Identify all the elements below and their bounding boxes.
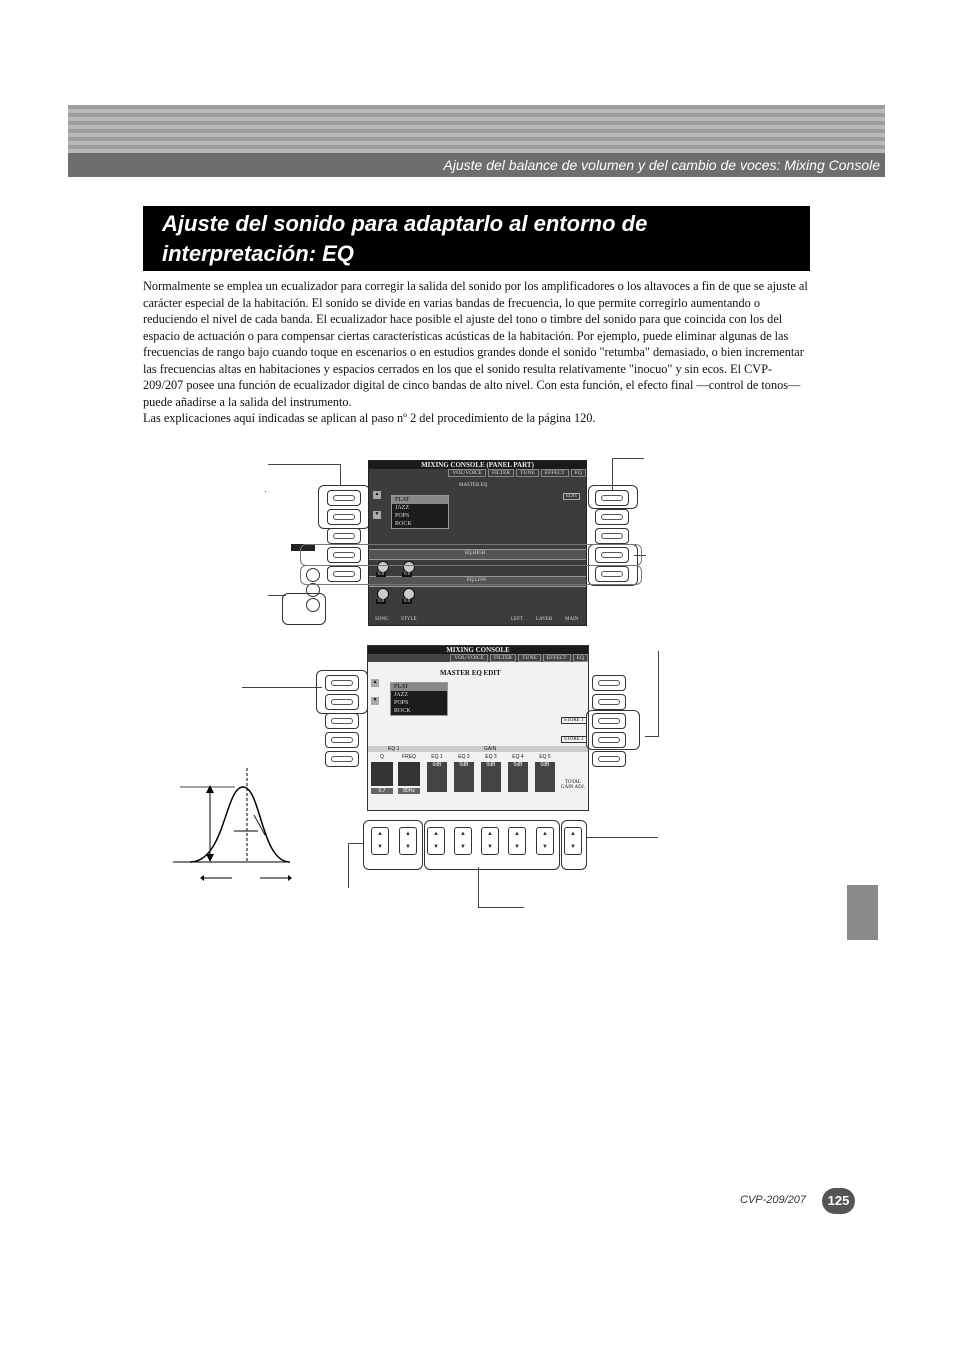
channel-layer: LAYER — [536, 617, 553, 622]
eq-curve-illustration — [170, 765, 295, 885]
screen-button-d2[interactable] — [325, 732, 359, 748]
screen-button-j2[interactable] — [592, 751, 626, 767]
freq-knob-icon[interactable] — [398, 762, 420, 786]
preset-flat-2[interactable]: FLAT — [391, 683, 447, 691]
preset-flat[interactable]: FLAT — [392, 496, 448, 504]
style-low-value: 0.0 — [404, 599, 411, 604]
tab-tune-2[interactable]: TUNE — [518, 654, 541, 662]
eq-band-header — [368, 746, 588, 752]
eq3-updown-button[interactable]: ▲ ▼ — [481, 827, 499, 855]
total-updown-button[interactable]: ▲ ▼ — [564, 827, 582, 855]
screen-button-c2[interactable] — [325, 713, 359, 729]
style-high-value: 0.0 — [404, 572, 411, 577]
freq-left-arrow-icon — [200, 875, 204, 881]
col-eq4-label: EQ 4 — [512, 754, 524, 760]
tab-filter-2[interactable]: FILTER — [490, 654, 516, 662]
section-title-line1: Ajuste del sonido para adaptarlo al entorno de — [162, 211, 648, 236]
model-name: CVP-209/207 — [740, 1194, 807, 1206]
screen-button-e2[interactable] — [325, 751, 359, 767]
callout-line — [265, 491, 266, 492]
lcd-screen-1 — [368, 460, 587, 626]
preset-list — [391, 495, 449, 529]
tab-effect-2[interactable]: EFFECT — [543, 654, 571, 662]
callout-line — [348, 843, 364, 844]
channel-style: STYLE — [401, 617, 417, 622]
freq-updown-button[interactable]: ▲ ▼ — [399, 827, 417, 855]
q-updown-button[interactable]: ▲ ▼ — [371, 827, 389, 855]
body-paragraph-2: Las explicaciones aquí indicadas se aplican al paso nº 2 del procedimiento de la página 120. — [143, 411, 596, 425]
eq5-slider[interactable]: 0dB — [535, 762, 555, 792]
screen2-title: MIXING CONSOLE — [368, 646, 588, 654]
down-arrow-icon[interactable]: ▼ — [372, 697, 378, 703]
callout-line — [268, 464, 340, 465]
chapter-tab — [847, 885, 878, 940]
column-eq1 — [426, 754, 448, 804]
column-eq5 — [534, 754, 556, 804]
eq1-updown-button[interactable]: ▲ ▼ — [427, 827, 445, 855]
eq5-updown-button[interactable]: ▲ ▼ — [536, 827, 554, 855]
screen-button-a2[interactable] — [325, 675, 359, 691]
screen1-tabs — [369, 469, 586, 477]
store2-button[interactable]: STORE 2 — [561, 736, 587, 743]
column-q — [371, 754, 393, 804]
page-number: 125 — [822, 1188, 855, 1214]
screen1-title: MIXING CONSOLE (PANEL PART) — [369, 461, 586, 469]
up-arrow-icon[interactable]: ▲ — [374, 491, 380, 497]
master-eq-label: MASTER EQ — [459, 483, 488, 488]
callout-line — [348, 843, 349, 888]
channel-main: MAIN — [565, 617, 579, 622]
preset-jazz-2[interactable]: JAZZ — [394, 692, 408, 698]
screen-button-j[interactable] — [595, 566, 629, 582]
col-eq3-label: EQ 3 — [485, 754, 497, 760]
callout-line — [612, 458, 644, 459]
eq2-updown-button[interactable]: ▲ ▼ — [454, 827, 472, 855]
master-eq-edit-heading: MASTER EQ EDIT — [440, 669, 501, 677]
callout-line — [586, 837, 658, 838]
screen-button-b2[interactable] — [325, 694, 359, 710]
eq-high-label: EQ HIGH — [465, 551, 486, 556]
column-freq — [398, 754, 420, 804]
screen-button-f2[interactable] — [592, 675, 626, 691]
screen-button-a[interactable] — [327, 490, 361, 506]
preset-pops-2[interactable]: POPS — [394, 700, 409, 706]
screen-button-b[interactable] — [327, 509, 361, 525]
callout-line — [478, 867, 479, 907]
eq-low-label: EQ LOW — [467, 578, 487, 583]
screen-button-f[interactable] — [595, 490, 629, 506]
eq1-slider[interactable]: 0dB — [427, 762, 447, 792]
callout-line — [645, 736, 659, 737]
channel-left: LEFT — [511, 617, 523, 622]
header-band — [68, 105, 885, 153]
screen-button-i[interactable] — [595, 547, 629, 563]
screen-button-h[interactable] — [595, 528, 629, 544]
lcd-screen-2 — [367, 645, 589, 811]
screen2-tabs — [368, 654, 588, 662]
total-gain-label: TOTAL GAIN ADJ. — [561, 780, 585, 790]
tab-tune[interactable]: TUNE — [516, 469, 539, 477]
tab-filter[interactable]: FILTER — [488, 469, 514, 477]
store1-button[interactable]: STORE 1 — [561, 717, 587, 724]
tab-vol-voice-2[interactable]: VOL/VOICE — [450, 654, 488, 662]
eq4-updown-button[interactable]: ▲ ▼ — [508, 827, 526, 855]
eq4-slider[interactable]: 0dB — [508, 762, 528, 792]
tab-vol-voice[interactable]: VOL/VOICE — [448, 469, 486, 477]
col-eq1-label: EQ 1 — [431, 754, 443, 760]
freq-value: 80Hz — [398, 788, 420, 794]
row-highlight-high — [300, 544, 642, 566]
q-knob-icon[interactable] — [371, 762, 393, 786]
tab-eq-2[interactable]: EQ — [573, 654, 588, 662]
channel-song: SONG — [375, 617, 389, 622]
down-arrow-icon[interactable]: ▼ — [374, 511, 380, 517]
preset-pops[interactable]: POPS — [395, 513, 410, 519]
edit-button[interactable]: EDIT — [563, 493, 580, 500]
eq3-slider[interactable]: 0dB — [481, 762, 501, 792]
callout-line — [658, 651, 659, 736]
col-eq2-label: EQ 2 — [458, 754, 470, 760]
preset-rock[interactable]: ROCK — [395, 521, 412, 527]
preset-jazz[interactable]: JAZZ — [395, 505, 409, 511]
section-title — [162, 209, 802, 269]
eq1-label: EQ 1 — [388, 746, 400, 752]
body-text — [143, 278, 811, 427]
header-subtitle: Ajuste del balance de volumen y del cambio de voces: Mixing Console — [443, 157, 880, 173]
column-eq4 — [507, 754, 529, 804]
screen-button-g[interactable] — [595, 509, 629, 525]
gain-arrow-up-icon — [206, 785, 214, 793]
diagram-panel-part — [260, 455, 660, 635]
tab-effect[interactable]: EFFECT — [541, 469, 569, 477]
gain-label: GAIN — [484, 746, 497, 752]
preset-rock-2[interactable]: ROCK — [394, 708, 411, 714]
col-freq-label: FREQ — [402, 754, 416, 760]
song-low-value: 0.0 — [378, 599, 385, 604]
section-title-line2: interpretación: EQ — [162, 241, 354, 266]
q-value: 0.7 — [371, 788, 393, 794]
gain-arrow-down-icon — [206, 854, 214, 862]
bell-curve — [190, 787, 290, 862]
screen-button-c[interactable] — [327, 528, 361, 544]
preset-list-2 — [390, 682, 448, 716]
body-paragraph-1: Normalmente se emplea un ecualizador para corregir la salida del sonido por los amplificadores o los altavoces a fin de que se ajuste al carácter especial de la habitación. El sonido se divide en varias bandas de frecuencia, lo que permite corregirlo aumentando o reduciendo el nivel de cada banda. El ecualizador hace posible el ajuste del tono o timbre del sonido para que coincida con los del espacio de actuación o para compensar ciertas características acústicas de la habitación. Por ejemplo, puede eliminar algunas de las frecuencias de rango bajo cuando toque en escenarios o en estudios grandes donde el sonido "retumba" demasiado, o bien incrementar las frecuencias altas en habitaciones y espacios cerrados en los que el sonido resulta relativamente "inocuo" y sin ecos. El CVP-209/207 posee una función de ecualizador digital de cinco bandas de alto nivel. Con esta función, el efecto final —control de tonos— puede añadirse a la salida del instrumento. — [143, 279, 808, 409]
column-eq3 — [480, 754, 502, 804]
callout-line — [242, 687, 322, 688]
tab-eq[interactable]: EQ — [571, 469, 586, 477]
row-highlight-low — [300, 565, 642, 585]
col-eq5-label: EQ 5 — [539, 754, 551, 760]
dial-ring — [282, 593, 326, 625]
up-arrow-icon[interactable]: ▲ — [372, 679, 378, 685]
freq-right-arrow-icon — [288, 875, 292, 881]
column-eq2 — [453, 754, 475, 804]
song-high-value: 0.0 — [378, 572, 385, 577]
callout-line — [340, 464, 341, 486]
screen-button-g2[interactable] — [592, 694, 626, 710]
callout-line — [478, 907, 524, 908]
col-q-label: Q — [380, 754, 384, 760]
eq2-slider[interactable]: 0dB — [454, 762, 474, 792]
store-button-ring — [586, 710, 640, 750]
